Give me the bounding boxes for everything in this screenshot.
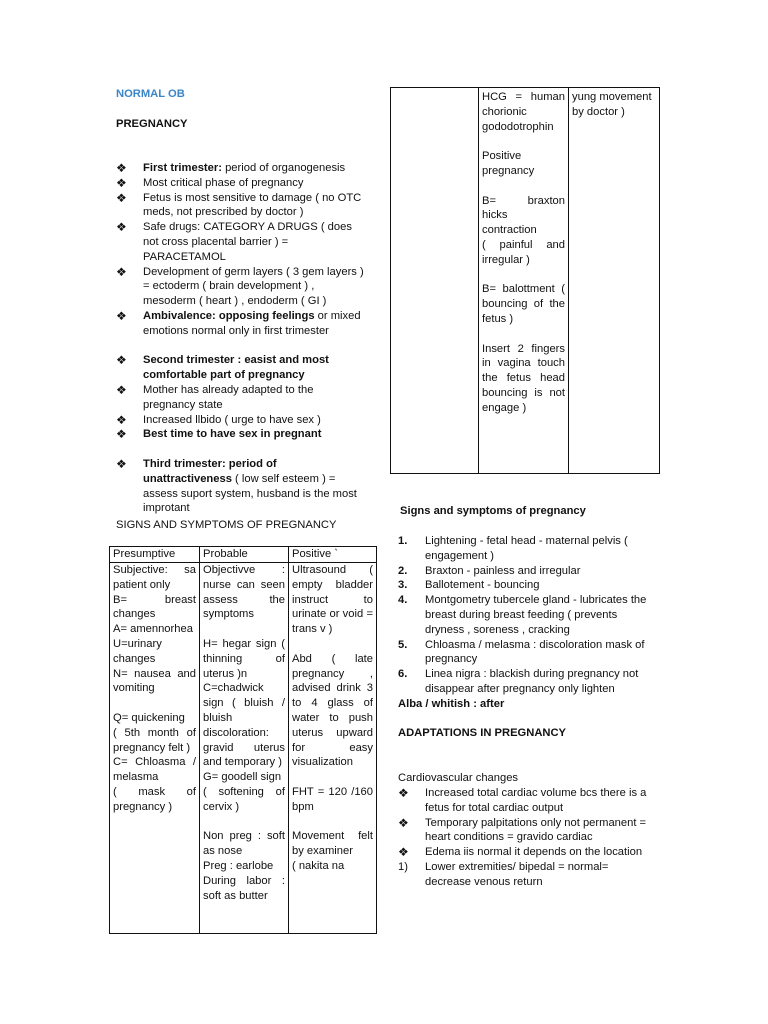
diamond-bullet-icon: ❖ — [116, 353, 127, 368]
continuation-cell-right: yung movement by doctor ) — [569, 88, 660, 474]
list-item: ❖ Temporary palpitations only not permanent = heart conditions = gravido cardiac — [398, 815, 647, 844]
list-item: ❖ Fetus is most sensitive to damage ( no OTC meds, not prescribed by doctor ) — [116, 190, 362, 219]
diamond-bullet-icon: ❖ — [116, 264, 127, 279]
list-item: ❖ Third trimester: period of unattractiveness ( low self esteem ) = assess suport system, husband is the most improtant — [116, 456, 357, 515]
list-item: ❖ Best time to have sex in pregnant — [116, 427, 322, 442]
doc-title: NORMAL OB — [116, 88, 185, 100]
signs-list — [398, 534, 650, 712]
first-trimester-list — [116, 161, 368, 339]
diamond-bullet-icon: ❖ — [116, 382, 127, 397]
diamond-bullet-icon: ❖ — [116, 456, 127, 471]
section-pregnancy-heading: PREGNANCY — [116, 118, 188, 130]
list-item: ❖ Development of germ layers ( 3 gem layers ) = ectoderm ( brain development ) , mesoderm ( heart ) , endoderm ( GI ) — [116, 264, 364, 308]
list-item: ❖ First trimester: period of organogenesis — [116, 161, 346, 175]
positive-cell: Ultrasound ( empty bladder instruct to urinate or void = trans v ) Abd ( late pregnancy , advised drink 3 to 4 glass of water to push uterus upward for easy visualization FHT = 120 /160 bpm Movement felt by examiner ( nakita na — [289, 563, 377, 934]
list-item: ❖ Safe drugs: CATEGORY A DRUGS ( does not cross placental barrier ) = PARACETAMOL — [116, 220, 352, 263]
list-item: 3. Ballotement - bouncing — [398, 579, 540, 592]
cardiovascular-subheading: Cardiovascular changes — [398, 772, 519, 784]
diamond-bullet-icon: ❖ — [398, 845, 409, 860]
list-item: 6. Linea nigra : blackish during pregnancy not disappear after pregnancy only lighten — [398, 668, 639, 695]
second-trimester-list — [116, 353, 368, 442]
probable-cell: Objectivve : nurse can seen assess the symptoms H= hegar sign ( thinning of uterus )n C=chadwick sign ( bluish / bluish discoloration: gravid uterus and temporary ) G= goodell sign ( softening of cervix ) Non preg : soft as nose Preg : earlobe During labor : soft as butter — [200, 563, 289, 934]
diamond-bullet-icon: ❖ — [116, 161, 127, 175]
alba-note: Alba / whitish : after — [398, 697, 505, 710]
list-item: ❖ Ambivalence: opposing feelings or mixed emotions normal only in first trimester — [116, 308, 361, 337]
list-item: 4. Montgometry tubercele gland - lubricates the breast during breast feeding ( prevents dryness , soreness , cracking — [398, 594, 647, 636]
signs-table — [109, 546, 377, 934]
list-item: 1. Lightening - fetal head - maternal pelvis ( engagement ) — [398, 535, 628, 562]
list-item: ❖ Second trimester : easist and most comfortable part of pregnancy — [116, 353, 329, 382]
list-item: ❖ Edema iis normal it depends on the location — [398, 845, 643, 860]
list-item: 2. Braxton - painless and irregular — [398, 564, 581, 577]
diamond-bullet-icon: ❖ — [398, 815, 409, 830]
diamond-bullet-icon: ❖ — [116, 190, 127, 205]
third-trimester-list — [116, 457, 368, 516]
list-item: ❖ Increased total cardiac volume bcs there is a fetus for total cardiac output — [398, 786, 647, 814]
presumptive-cell: Subjective: sa patient only B= breast changes A= amennorhea U=urinary changes N= nausea and vomiting Q= quickening ( 5th month of pregnancy felt ) C= Chloasma / melasma ( mask of pregnancy ) — [110, 563, 200, 934]
header-probable: Probable — [200, 547, 289, 563]
diamond-bullet-icon: ❖ — [116, 308, 127, 323]
diamond-bullet-icon: ❖ — [116, 175, 127, 190]
list-item: ❖ Most critical phase of pregnancy — [116, 175, 304, 190]
diamond-bullet-icon: ❖ — [116, 412, 127, 427]
empty-cell — [391, 88, 479, 474]
list-item: 1) Lower extremities/ bipedal = normal= decrease venous return — [398, 860, 609, 888]
signs-section-heading: SIGNS AND SYMPTOMS OF PREGNANCY — [116, 519, 337, 531]
positive-signs-continuation-table — [390, 87, 660, 474]
header-positive: Positive ` — [289, 547, 377, 563]
header-presumptive: Presumptive — [110, 547, 200, 563]
diamond-bullet-icon: ❖ — [116, 427, 127, 442]
list-item: ❖ Increased llbido ( urge to have sex ) — [116, 412, 321, 427]
adaptations-heading: ADAPTATIONS IN PREGNANCY — [398, 727, 567, 739]
list-item: 5. Chloasma / melasma : discoloration mask of pregnancy — [398, 638, 645, 666]
continuation-cell: HCG = human chorionic gododotrophin Positive pregnancy B= braxton hicks contraction ( painful and irregular ) B= balottment ( bouncing of the fetus ) Insert 2 fingers in vagina touch the fetus head bouncing is not engage ) — [479, 88, 569, 474]
diamond-bullet-icon: ❖ — [398, 786, 409, 800]
signs-list-heading: Signs and symptoms of pregnancy — [400, 505, 586, 517]
cardiovascular-list — [398, 786, 650, 890]
trimester-notes — [116, 161, 368, 516]
list-item: ❖ Mother has already adapted to the pregnancy state — [116, 382, 314, 411]
diamond-bullet-icon: ❖ — [116, 220, 127, 235]
